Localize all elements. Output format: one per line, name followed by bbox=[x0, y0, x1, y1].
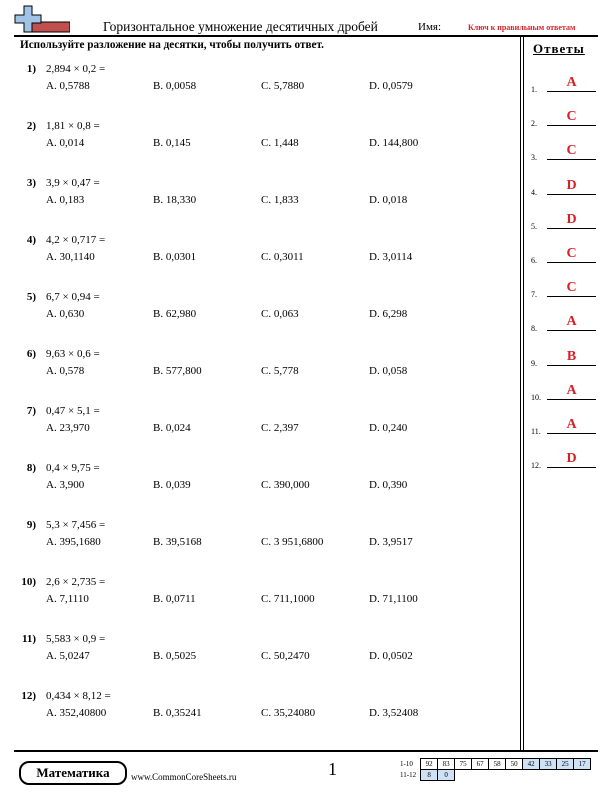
answer-blank-line bbox=[547, 399, 596, 400]
score-row-label: 1-10 bbox=[400, 760, 413, 768]
instructions: Используйте разложение на десятки, чтобы получить ответ. bbox=[20, 39, 324, 51]
option-a: A. 30,1140 bbox=[46, 251, 95, 263]
problem-question: 0,434 × 8,12 = bbox=[46, 690, 111, 702]
option-a: A. 0,014 bbox=[46, 137, 85, 149]
answer-value: C bbox=[566, 143, 577, 159]
option-d: D. 0,0502 bbox=[369, 650, 413, 662]
problem-question: 0,4 × 9,75 = bbox=[46, 462, 100, 474]
answer-number: 5. bbox=[531, 221, 537, 231]
problem-row bbox=[0, 519, 520, 559]
option-a: A. 0,5788 bbox=[46, 80, 90, 92]
problem-row bbox=[0, 576, 520, 616]
answer-value: D bbox=[566, 177, 577, 193]
answers-title: Ответы bbox=[533, 41, 585, 56]
answer-number: 8. bbox=[531, 324, 537, 334]
subject-badge: Математика bbox=[19, 761, 127, 785]
score-cell: 58 bbox=[489, 759, 506, 770]
answer-row bbox=[531, 382, 601, 404]
problem-question: 2,6 × 2,735 = bbox=[46, 576, 106, 588]
problem-number: 6) bbox=[26, 348, 36, 360]
answer-row bbox=[531, 348, 601, 370]
score-cell: 0 bbox=[438, 770, 455, 781]
option-b: B. 0,024 bbox=[153, 422, 191, 434]
option-d: D. 0,0579 bbox=[369, 80, 413, 92]
problem-row bbox=[0, 177, 520, 217]
score-cell: 33 bbox=[540, 759, 557, 770]
option-d: D. 6,298 bbox=[369, 308, 408, 320]
option-a: A. 0,183 bbox=[46, 194, 85, 206]
problem-number: 7) bbox=[26, 405, 36, 417]
answer-number: 10. bbox=[531, 392, 541, 402]
option-b: B. 0,145 bbox=[153, 137, 191, 149]
option-c: C. 390,000 bbox=[261, 479, 310, 491]
answer-number: 1. bbox=[531, 85, 537, 94]
answer-value: C bbox=[566, 109, 577, 125]
site-url: www.CommonCoreSheets.ru bbox=[131, 772, 237, 782]
problem-number: 2) bbox=[26, 120, 36, 132]
problem-question: 9,63 × 0,6 = bbox=[46, 348, 100, 360]
answer-number: 7. bbox=[531, 290, 537, 300]
option-a: A. 3,900 bbox=[46, 479, 85, 491]
option-c: C. 35,24080 bbox=[261, 707, 316, 719]
option-d: D. 3,52408 bbox=[369, 707, 419, 719]
name-label: Имя: bbox=[418, 21, 442, 33]
problem-number: 1) bbox=[26, 63, 36, 75]
option-b: B. 0,5025 bbox=[153, 650, 197, 662]
score-table bbox=[398, 758, 591, 781]
problem-number: 5) bbox=[26, 291, 36, 303]
problem-question: 1,81 × 0,8 = bbox=[46, 120, 100, 132]
answer-blank-line bbox=[547, 91, 596, 92]
score-cell: 42 bbox=[523, 759, 540, 770]
problem-number: 12) bbox=[21, 690, 36, 702]
page-number: 1 bbox=[328, 759, 337, 779]
answer-blank-line bbox=[547, 194, 596, 195]
answer-value: D bbox=[566, 451, 577, 467]
problem-number: 8) bbox=[26, 462, 36, 474]
answer-value: A bbox=[566, 417, 577, 432]
option-c: C. 50,2470 bbox=[261, 650, 310, 662]
problem-question: 5,583 × 0,9 = bbox=[46, 633, 106, 645]
problem-question: 5,3 × 7,456 = bbox=[46, 519, 106, 531]
option-a: A. 7,1110 bbox=[46, 593, 89, 605]
answer-row bbox=[531, 450, 601, 472]
option-c: C. 711,1000 bbox=[261, 593, 315, 605]
problem-question: 3,9 × 0,47 = bbox=[46, 177, 100, 189]
option-d: D. 3,0114 bbox=[369, 251, 413, 263]
problem-row bbox=[0, 120, 520, 160]
problem-number: 9) bbox=[26, 519, 36, 531]
answer-value: B bbox=[566, 348, 577, 364]
option-c: C. 0,3011 bbox=[261, 251, 304, 263]
answer-row bbox=[531, 177, 601, 199]
problem-row bbox=[0, 348, 520, 388]
problem-question: 0,47 × 5,1 = bbox=[46, 405, 100, 417]
score-cell: 17 bbox=[574, 759, 591, 770]
answer-column-divider bbox=[520, 36, 521, 750]
option-d: D. 144,800 bbox=[369, 137, 419, 149]
option-c: C. 5,778 bbox=[261, 365, 299, 377]
answer-number: 4. bbox=[531, 187, 537, 197]
option-b: B. 577,800 bbox=[153, 365, 202, 377]
header-rule bbox=[14, 35, 598, 37]
score-row bbox=[398, 759, 591, 770]
problem-row bbox=[0, 63, 520, 103]
answer-number: 11. bbox=[531, 427, 541, 436]
option-a: A. 0,630 bbox=[46, 308, 85, 320]
footer-rule bbox=[14, 750, 598, 752]
answer-row bbox=[531, 313, 601, 335]
score-cell: 25 bbox=[557, 759, 574, 770]
option-d: D. 0,018 bbox=[369, 194, 408, 206]
option-b: B. 0,0711 bbox=[153, 593, 196, 605]
problem-row bbox=[0, 405, 520, 445]
problem-row bbox=[0, 690, 520, 730]
option-c: C. 5,7880 bbox=[261, 80, 305, 92]
problem-number: 3) bbox=[26, 177, 36, 189]
option-a: A. 352,40800 bbox=[46, 707, 107, 719]
option-b: B. 0,0058 bbox=[153, 80, 197, 92]
option-d: D. 0,390 bbox=[369, 479, 408, 491]
option-c: C. 3 951,6800 bbox=[261, 536, 324, 548]
answer-number: 12. bbox=[531, 461, 541, 471]
answer-row bbox=[531, 211, 601, 233]
answer-row bbox=[531, 142, 601, 164]
option-d: D. 3,9517 bbox=[369, 536, 413, 548]
score-cell: 67 bbox=[472, 759, 489, 770]
score-cell: 83 bbox=[438, 759, 455, 770]
answer-value: C bbox=[566, 280, 577, 296]
answer-row bbox=[531, 416, 601, 438]
answer-number: 3. bbox=[531, 153, 537, 163]
option-b: B. 0,039 bbox=[153, 479, 191, 491]
problem-question: 2,894 × 0,2 = bbox=[46, 63, 106, 75]
answer-value: C bbox=[566, 246, 577, 261]
score-cell: 8 bbox=[421, 770, 438, 781]
answer-value: A bbox=[566, 382, 577, 398]
answer-blank-line bbox=[547, 467, 596, 468]
problem-row bbox=[0, 291, 520, 331]
problem-number: 10) bbox=[21, 576, 36, 588]
answer-value: D bbox=[566, 211, 577, 227]
score-cell: 92 bbox=[421, 759, 438, 770]
problem-question: 4,2 × 0,717 = bbox=[46, 234, 106, 246]
answer-value: A bbox=[566, 75, 577, 90]
option-c: C. 2,397 bbox=[261, 422, 299, 434]
answer-blank-line bbox=[547, 330, 596, 331]
answer-row bbox=[531, 108, 601, 130]
answer-row bbox=[531, 245, 601, 267]
option-c: C. 1,448 bbox=[261, 137, 299, 149]
option-a: A. 395,1680 bbox=[46, 536, 101, 548]
option-b: B. 0,35241 bbox=[153, 707, 202, 719]
score-row-label: 11-12 bbox=[400, 771, 417, 779]
answer-column-divider-inner bbox=[523, 36, 524, 750]
option-b: B. 62,980 bbox=[153, 308, 197, 320]
option-c: C. 1,833 bbox=[261, 194, 299, 206]
problem-row bbox=[0, 234, 520, 274]
score-cell: 50 bbox=[506, 759, 523, 770]
option-c: C. 0,063 bbox=[261, 308, 299, 320]
problem-row bbox=[0, 462, 520, 502]
answer-blank-line bbox=[547, 365, 596, 366]
answer-key-label: Ключ к правильным ответам bbox=[468, 23, 576, 32]
answer-number: 9. bbox=[531, 358, 537, 368]
worksheet-title: Горизонтальное умножение десятичных дробей bbox=[103, 19, 378, 34]
answer-value: A bbox=[566, 314, 577, 330]
answer-row bbox=[531, 74, 601, 96]
answer-blank-line bbox=[547, 433, 596, 434]
option-a: A. 5,0247 bbox=[46, 650, 90, 662]
option-d: D. 0,240 bbox=[369, 422, 408, 434]
answer-number: 2. bbox=[531, 119, 537, 129]
problem-question: 6,7 × 0,94 = bbox=[46, 291, 100, 303]
answer-number: 6. bbox=[531, 256, 537, 265]
answer-blank-line bbox=[547, 262, 596, 263]
problem-number: 4) bbox=[26, 234, 36, 246]
score-row bbox=[398, 770, 591, 781]
score-cell: 75 bbox=[455, 759, 472, 770]
answer-blank-line bbox=[547, 296, 596, 297]
option-d: D. 0,058 bbox=[369, 365, 408, 377]
option-d: D. 71,1100 bbox=[369, 593, 418, 605]
option-b: B. 0,0301 bbox=[153, 251, 197, 263]
answer-blank-line bbox=[547, 228, 596, 229]
option-b: B. 39,5168 bbox=[153, 536, 202, 548]
problem-number: 11) bbox=[21, 633, 36, 645]
answer-blank-line bbox=[547, 159, 596, 160]
problem-row bbox=[0, 633, 520, 673]
answer-blank-line bbox=[547, 125, 596, 126]
option-b: B. 18,330 bbox=[153, 194, 197, 206]
answer-row bbox=[531, 279, 601, 301]
option-a: A. 23,970 bbox=[46, 422, 90, 434]
option-a: A. 0,578 bbox=[46, 365, 85, 377]
